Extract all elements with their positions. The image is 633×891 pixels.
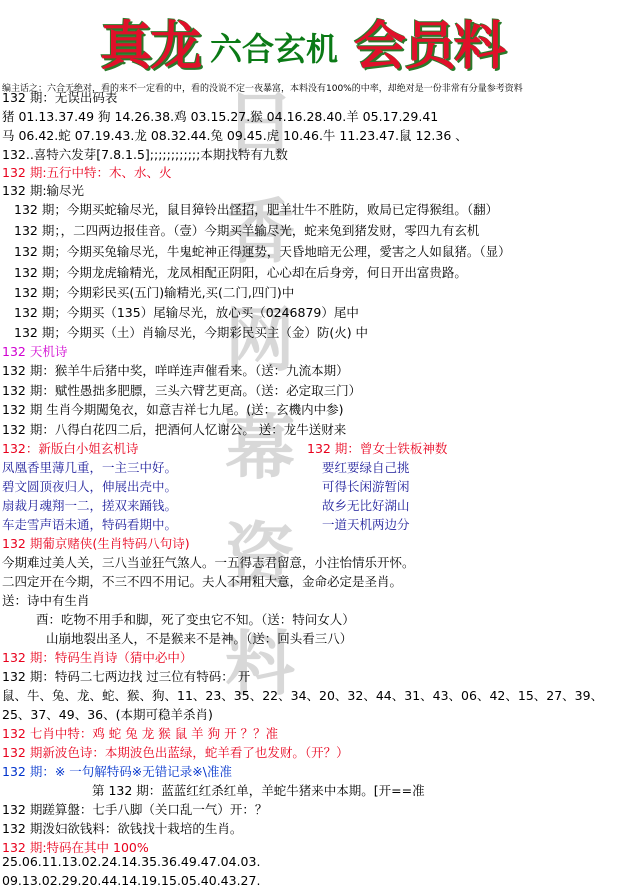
text-line: 132 七肖中特：鸡 蛇 兔 龙 猴 鼠 羊 狗 开 ？？准 [2,726,279,741]
text-line: 132 期：※ 一句解特码※无错记录※\准准 [2,764,232,779]
watermark-char: 资 [225,514,295,597]
text-line: 碧文圆顶夜归人，伸展出壳中。 [2,479,178,494]
text-line: 132 期；今期买（135）尾输尽光，放心买（0246879）尾中 [14,305,359,320]
text-line: 132 期；今期买（土）肖输尽光，今期彩民买主（金）防(火) 中 [14,325,369,340]
text-line: 132：新版白小姐玄机诗 [2,441,139,456]
text-line: 132 期：无误出码表 [2,90,118,105]
text-line: 132 期葡京赌侠(生肖特码八句诗) [2,536,190,551]
text-line: 132 期新波色诗：本期波色出蓝绿，蛇羊看了也发财。（开？） [2,745,349,760]
text-line: 132 期；今期买兔输尽光，牛鬼蛇神正得運势，天昏地暗无公理，愛害之人如鼠猪。（显） [14,244,511,259]
banner-right: 会员料 [354,16,505,77]
text-line: 要红要绿自己挑 [322,460,410,475]
text-line: 132 期:输尽光 [2,183,85,198]
text-line: 132 天机诗 [2,344,68,359]
text-line: 今期难过美人关，三八当並狂气煞人。一五得志君留意，小注怡情乐开怀。 [2,555,415,570]
text-line: 第 132 期：蓝蓝红红杀红单，羊蛇牛猪来中本期。[开==准 [92,783,425,798]
text-line: 可得长闲游暂闲 [322,479,410,494]
text-line: 132 期:特码在其中 100% [2,840,149,855]
text-line: 扇裁月魂翔一二，搓双来踊钱。 [2,498,178,513]
text-line: 132 期:五行中特：木、水、火 [2,165,172,180]
number-line: 09.13.02.29.20.44.14.19.15.05.40.43.27. [2,873,261,888]
text-line: 132 期：赋性愚拙多肥膘，三头六臂艺更高。（送：必定取三门） [2,383,362,398]
text-line: 132 期：特码二七两边找 过三位有特码： 开 [2,669,251,684]
watermark-char: 幕 [225,406,295,489]
text-line: 132 期：八得白花四二后，把酒何人忆谢公。 送：龙牛送财来 [2,422,347,437]
text-line: 故乡无比好湖山 [322,498,410,513]
watermark-char: 香 [225,190,295,273]
text-line: 25、37、49、36、(本期可稳羊杀肖) [2,707,213,722]
text-line: 132..喜特六发芽[7.8.1.5];;;;;;;;;;;;本期找特有九数 [2,147,288,162]
text-line: 猪 01.13.37.49 狗 14.26.38.鸡 03.15.27.猴 04.16.28.40.羊 05.17.29.41 [2,109,439,124]
text-line: 132 期：曾女士铁板神数 [307,441,448,456]
text-line: 132 期；今期买蛇输尽光，鼠目獐铃出怪招，肥羊壮牛不胜防，败局已定得猴组。（翻） [14,202,499,217]
text-line: 凤凰香里薄几重，一主三中好。 [2,460,178,475]
number-line: 25.06.11.13.02.24.14.35.36.49.47.04.03. [2,854,261,869]
text-line: 132 期；，二四两边报佳音。（壹）今期买羊输尽光，蛇来兔到猪发财，零四九有玄机 [14,223,480,238]
title-banner [0,0,633,77]
text-line: 132 期；今期龙虎输精光，龙凤相配正阴阳，心心却在后身旁，何日开出富贵路。 [14,265,467,280]
text-line: 车走雪声语未通，特码看期中。 [2,517,178,532]
watermark-char: 日 [225,82,295,165]
text-line: 马 06.42.蛇 07.19.43.龙 08.32.44.兔 09.45.虎 10.46.牛 11.23.47.鼠 12.36 、 [2,128,468,143]
text-line: 送：诗中有生肖 [2,593,90,608]
text-line: 132 期泼妇欲钱料：欲钱找十栽培的生肖。 [2,821,243,836]
text-line: 132 期蹉算盤：七手八脚（关口乱一气）开：？ [2,802,268,817]
text-line: 132 期：特码生肖诗（猜中必中） [2,650,193,665]
text-line: 一道天机两边分 [322,517,410,532]
text-line: 132 期：猴羊牛后猪中奖，咩咩连声催看来。（送：九流本期） [2,363,349,378]
banner-left: 真龙 [100,16,201,77]
text-line: 132 期；今期彩民买(五门)输精光,买(二门,四门)中 [14,285,295,300]
text-line: 鼠、牛、兔、龙、蛇、猴、狗、11、23、35、22、34、20、32、44、31、43、06、42、15、27、39、 [2,688,604,703]
watermark-char: 料 [225,622,295,705]
text-line: 酉：吃物不用手和脚，死了变虫它不知。（送：特问女人） [36,612,355,627]
text-line: 山崩地裂出圣人，不是猴来不是神。（送：回头看三八） [46,631,353,646]
watermark-char: 网 [225,298,295,381]
text-line: 二四定开在今期，不三不四不用记。夫人不用粗大意，金命必定是圣肖。 [2,574,403,589]
notice-text: 编主话之：六合无绝对，看的来不一定看的中，看的没说不定一夜暴富，本料没有100%的中率，却绝对是一份非常有分量参考资料 [2,84,523,94]
text-line: 132 期 生肖今期闖兔衣，如意吉祥七九尾。(送：玄機内中参) [2,402,344,417]
banner-middle: 六合玄机 [210,30,339,68]
